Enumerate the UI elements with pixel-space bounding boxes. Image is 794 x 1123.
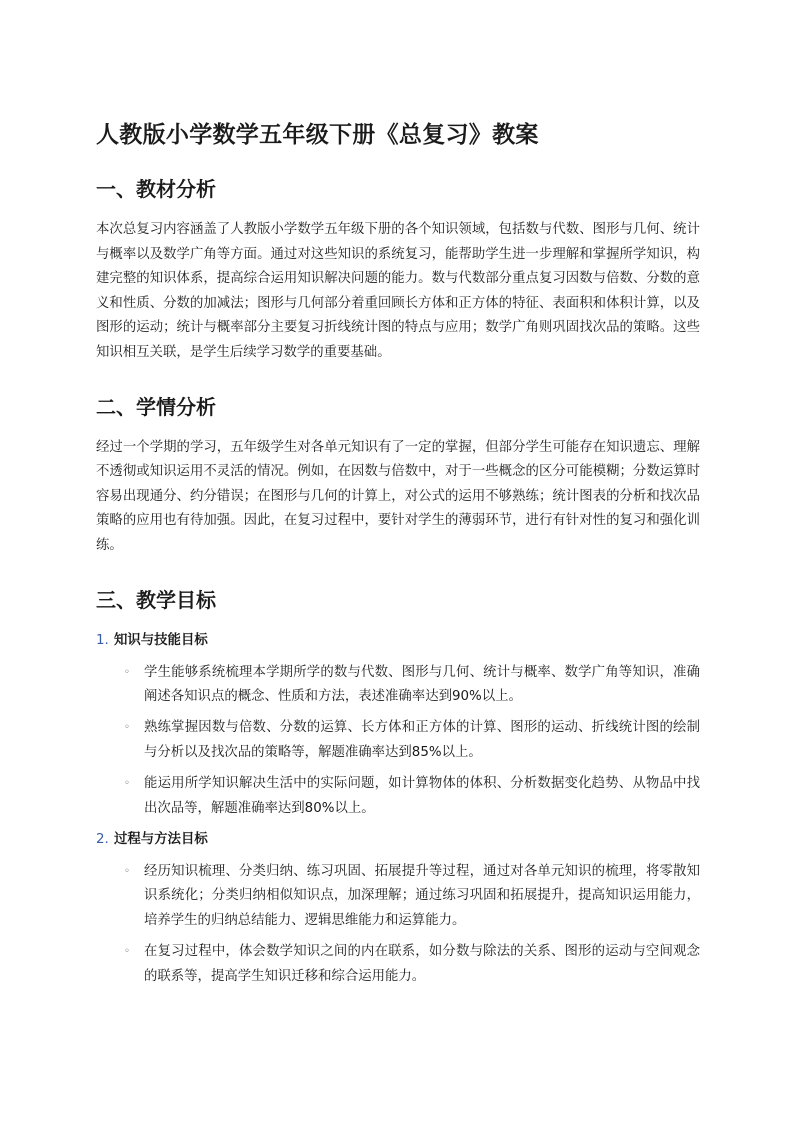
textbook-analysis-paragraph: 本次总复习内容涵盖了人教版小学数学五年级下册的各个知识领域，包括数与代数、图形与几何、统计与概率以及数学广角等方面。通过对这些知识的系统复习，能帮助学生进一步理解和掌握所学知识，构建完整的知识体系，提高综合运用知识解决问题的能力。数与代数部分重点复习因数与倍数、分数的意义和性质、分数的加减法；图形与几何部分着重回顾长方体和正方体的特征、表面积和体积计算，以及图形的运动；统计与概率部分主要复习折线统计图的特点与应用；数学广角则巩固找次品的策略。这些知识相互关联，是学生后续学习数学的重要基础。	[96, 222, 700, 360]
list-item-text: 能运用所学知识解决生活中的实际问题，如计算物体的体积、分析数据变化趋势、从物品中找出次品等，解题准确率达到80%以上。	[144, 776, 700, 816]
subsection-title: 过程与方法目标	[114, 831, 208, 847]
student-analysis-paragraph: 经过一个学期的学习，五年级学生对各单元知识有了一定的掌握，但部分学生可能存在知识遗忘、理解不透彻或知识运用不灵活的情况。例如，在因数与倍数中，对于一些概念的区分可能模糊；分数运算时容易出现通分、约分错误；在图形与几何的计算上，对公式的运用不够熟练；统计图表的分析和找次品策略的应用也有待加强。因此，在复习过程中，要针对学生的薄弱环节，进行有针对性的复习和强化训练。	[96, 439, 700, 553]
process-methods-list	[96, 860, 700, 989]
bullet-icon: ◦	[124, 946, 130, 958]
bullet-icon: ◦	[124, 778, 130, 790]
subsection-number: 1.	[96, 632, 109, 648]
subsection-number: 2.	[96, 831, 109, 847]
knowledge-skills-list	[96, 661, 700, 821]
document-title: 人教版小学数学五年级下册《总复习》教案	[96, 122, 539, 148]
list-item-text: 学生能够系统梳理本学期所学的数与代数、图形与几何、统计与概率、数学广角等知识，准确阐述各知识点的概念、性质和方法，表述准确率达到90%以上。	[144, 664, 700, 704]
document-page	[96, 118, 700, 996]
section-heading-student-analysis: 二、学情分析	[96, 394, 216, 419]
subsection-heading-process-methods	[96, 828, 700, 852]
list-item-text: 在复习过程中，体会数学知识之间的内在联系，如分数与除法的关系、图形的运动与空间观念的联系等，提高学生知识迁移和综合运用能力。	[144, 944, 700, 984]
list-item	[96, 860, 700, 933]
bullet-icon: ◦	[124, 722, 130, 734]
subsection-title: 知识与技能目标	[114, 632, 208, 648]
bullet-icon: ◦	[124, 666, 130, 678]
section-heading-teaching-goals: 三、教学目标	[96, 587, 216, 612]
bullet-icon: ◦	[124, 865, 130, 877]
list-item-text: 经历知识梳理、分类归纳、练习巩固、拓展提升等过程，通过对各单元知识的梳理，将零散知识系统化；分类归纳相似知识点，加深理解；通过练习巩固和拓展提升，提高知识运用能力，培养学生的归纳总结能力、逻辑思维能力和运算能力。	[144, 863, 700, 928]
list-item	[96, 661, 700, 710]
section-heading-textbook-analysis: 一、教材分析	[96, 177, 216, 201]
subsection-heading-knowledge-skills	[96, 629, 700, 653]
list-item-text: 熟练掌握因数与倍数、分数的运算、长方体和正方体的计算、图形的运动、折线统计图的绘制与分析以及找次品的策略等，解题准确率达到85%以上。	[144, 720, 700, 760]
list-item	[96, 772, 700, 821]
list-item	[96, 940, 700, 989]
list-item	[96, 716, 700, 765]
